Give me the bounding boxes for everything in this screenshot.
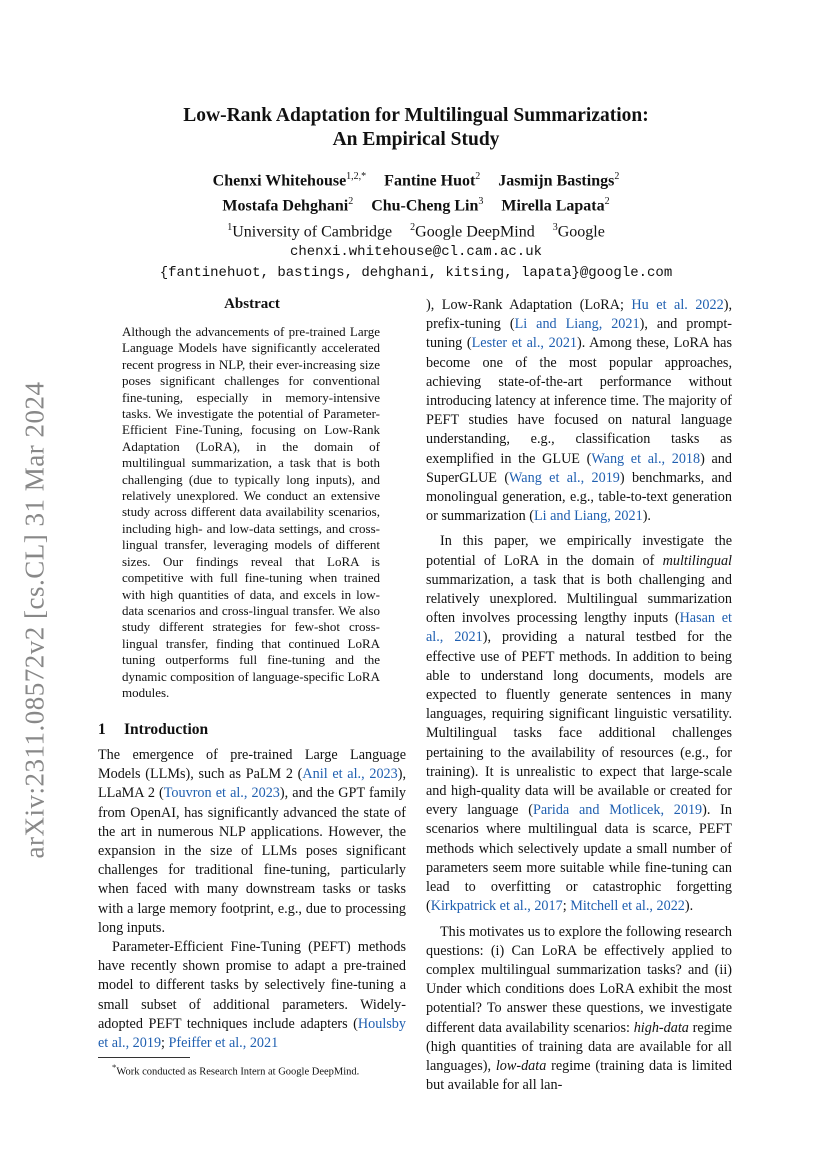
text-run: ), providing a natural testbed for the effective use of PEFT methods. In addition to being able to understand long documents, models are expected to fluently generate sentences in many languages, requiring significant linguistic versatility. Multilingual tasks face additional challenges pertaining to the availability of resources (e.g., for training). It is unrealistic to expect that large-scale and high-quality data will be available or created for every language (	[426, 629, 732, 819]
text-run: ), and the GPT family from OpenAI, has significantly advanced the state of the art in numerous NLP applications. However, the expansion in the size of LLMs poses significant challenges for traditional fine-tuning, particularly when faced with many downstream tasks or tasks with a large memory footprint, e.g., due to processing long inputs.	[98, 785, 406, 936]
email-line-2[interactable]: {fantinehuot, bastings, dehghani, kitsing, lapata}@google.com	[159, 264, 673, 281]
intro-column-right	[426, 296, 732, 1095]
citation-link[interactable]: Wang et al., 2018	[591, 450, 701, 467]
text-run: ), Low-Rank Adaptation (LoRA;	[426, 297, 632, 313]
text-run: ), prefix-tuning (	[426, 297, 732, 333]
citation-link[interactable]: Houlsby et al., 2019	[98, 1015, 406, 1052]
author-affiliation-mark: 3	[478, 196, 484, 208]
text-run: ). In scenarios where multilingual data is scarce, PEFT methods which selectively update a small number of parameters seem more suitable while fine-tuning can lead to overfitting or catastrophic forgetting (	[426, 802, 732, 915]
intro-paragraph-4	[426, 923, 732, 1096]
citation-link[interactable]: Hasan et al., 2021	[426, 610, 732, 646]
citation-link[interactable]: Hu et al. 2022	[631, 297, 724, 313]
citation-link[interactable]: Li and Liang, 2021	[514, 316, 640, 333]
author-affiliation-mark: 2	[475, 171, 481, 182]
text-run: regime (training data is limited but available for all lan-	[426, 1057, 732, 1094]
affiliation: Google	[557, 222, 605, 240]
intro-column-left	[98, 746, 406, 1053]
paper-title	[120, 104, 712, 152]
footnote-text: Work conducted as Research Intern at Google DeepMind.	[116, 1066, 360, 1078]
footnote	[112, 1061, 359, 1079]
citation-link[interactable]: Parida and Motlicek, 2019	[532, 802, 703, 819]
arxiv-stamp	[19, 360, 50, 880]
author-name: Fantine Huot	[384, 172, 476, 190]
text-run: ) and SuperGLUE (	[426, 450, 732, 486]
abstract-text: Although the advancements of pre-trained Large Language Models have significantly accelerated recent progress in NLP, their ever-increasing size poses significant challenges for conventional fine-tuning, especially in memory-intensive tasks. We investigate the potential of Parameter-Efficient Fine-Tuning, focusing on Low-Rank Adaptation (LoRA), in the domain of multilingual summarization, a task that is both challenging (due to typically long inputs), and relatively unexplored. We conduct an extensive study across different data availability scenarios, including high- and low-data settings, and cross-lingual transfer, leveraging models of different sizes. Our findings reveal that LoRA is competitive with full fine-tuning when trained with high quantities of data, and excels in low-data scenarios and cross-lingual transfer. We also study different strategies for few-shot cross-lingual transfer, finding that continued LoRA tuning outperforms full fine-tuning and the dynamic composition of language-specific LoRA modules.	[122, 324, 380, 700]
text-run: ), and prompt-tuning (	[426, 316, 733, 352]
author-affiliation-mark: 2	[604, 196, 610, 208]
title-line-1: Low-Rank Adaptation for Multilingual Summarization:	[183, 105, 649, 126]
text-run: In this paper, we empirically investigate the potential of LoRA in the domain of	[426, 533, 732, 569]
intro-paragraph-1	[98, 746, 406, 938]
affiliations	[100, 217, 732, 242]
author-name: Chu-Cheng Lin	[371, 197, 479, 215]
text-run: ;	[161, 1035, 169, 1052]
intro-paragraph-3	[426, 532, 732, 916]
author-row-2	[100, 191, 732, 216]
author-affiliation-mark: 1,2,*	[346, 171, 367, 182]
text-run: summarization, a task that is both challenging and relatively unexplored. Multilingual summarization often involves processing lengthy inputs (	[426, 571, 732, 627]
citation-link[interactable]: Li and Liang, 2021	[533, 508, 643, 525]
text-run: regime (high quantities of training data are available for all languages),	[426, 1019, 732, 1074]
text-run: ) benchmarks, and monolingual generation, e.g., table-to-text generation or summarization (	[426, 469, 732, 525]
author-affiliation-mark: 2	[614, 171, 620, 182]
citation-link[interactable]: Anil et al., 2023	[302, 766, 398, 783]
author-name: Mostafa Dehghani	[222, 197, 349, 215]
section-number: 1	[98, 721, 106, 738]
text-run: The emergence of pre-trained Large Language Models (LLMs), such as PaLM 2 (	[98, 747, 406, 783]
footnote-rule	[98, 1057, 190, 1058]
intro-paragraph-2-start	[98, 938, 406, 1053]
citation-link[interactable]: Pfeiffer et al., 2021	[168, 1035, 279, 1052]
author-name: Chenxi Whitehouse	[212, 172, 347, 190]
author-row-1	[100, 166, 732, 191]
emphasis: low-data	[495, 1057, 547, 1074]
affiliation: Google DeepMind	[415, 222, 535, 240]
emphasis: multilingual	[662, 552, 732, 569]
text-run: ). Among these, LoRA has become one of the most popular approaches, achieving state-of-the-art performance without introducing latency at inference time. The majority of PEFT studies have focused on natural language understanding, e.g., classification tasks as exemplified in the GLUE (	[426, 335, 732, 467]
text-run: ), LLaMA 2 (	[98, 766, 407, 802]
author-affiliation-mark: 2	[348, 196, 354, 208]
text-run: ;	[562, 898, 571, 915]
text-run: This motivates us to explore the following research questions: (i) Can LoRA be effectively applied to complex multilingual summarization tasks? and (ii) Under which conditions does LoRA exhibit the most potential? To answer these questions, we investigate different data availability scenarios:	[426, 923, 732, 1036]
citation-link[interactable]: Touvron et al., 2023	[163, 785, 280, 802]
citation-link[interactable]: Wang et al., 2019	[509, 469, 620, 486]
title-line-2: An Empirical Study	[332, 129, 500, 150]
emphasis: high-data	[633, 1019, 689, 1036]
affiliation-mark: 1	[227, 221, 233, 233]
citation-link[interactable]: Kirkpatrick et al., 2017	[430, 898, 563, 915]
footnote-mark: *	[112, 1062, 117, 1072]
text-run: Parameter-Efficient Fine-Tuning (PEFT) methods have recently shown promise to adapt a pre-trained model to different tasks by selectively fine-tuning a small subset of additional parameters. Widely-adopted PEFT techniques include adapters (	[98, 939, 406, 1032]
author-name: Mirella Lapata	[501, 197, 605, 215]
author-block	[100, 166, 732, 284]
affiliation-mark: 3	[552, 221, 558, 233]
intro-paragraph-2-cont	[426, 296, 732, 526]
citation-link[interactable]: Lester et al., 2021	[471, 335, 578, 352]
abstract-heading: Abstract	[224, 296, 280, 312]
text-run: ).	[642, 508, 651, 525]
text-run: ).	[684, 898, 694, 915]
affiliation: University of Cambridge	[232, 222, 393, 240]
email-line-1[interactable]: chenxi.whitehouse@cl.cam.ac.uk	[289, 243, 543, 260]
author-name: Jasmijn Bastings	[498, 172, 615, 190]
affiliation-mark: 2	[410, 221, 416, 233]
arxiv-stamp-text: arXiv:2311.08572v2 [cs.CL] 31 Mar 2024	[19, 381, 50, 859]
citation-link[interactable]: Mitchell et al., 2022	[570, 898, 685, 915]
section-title: Introduction	[124, 721, 209, 738]
section-heading	[98, 721, 208, 739]
